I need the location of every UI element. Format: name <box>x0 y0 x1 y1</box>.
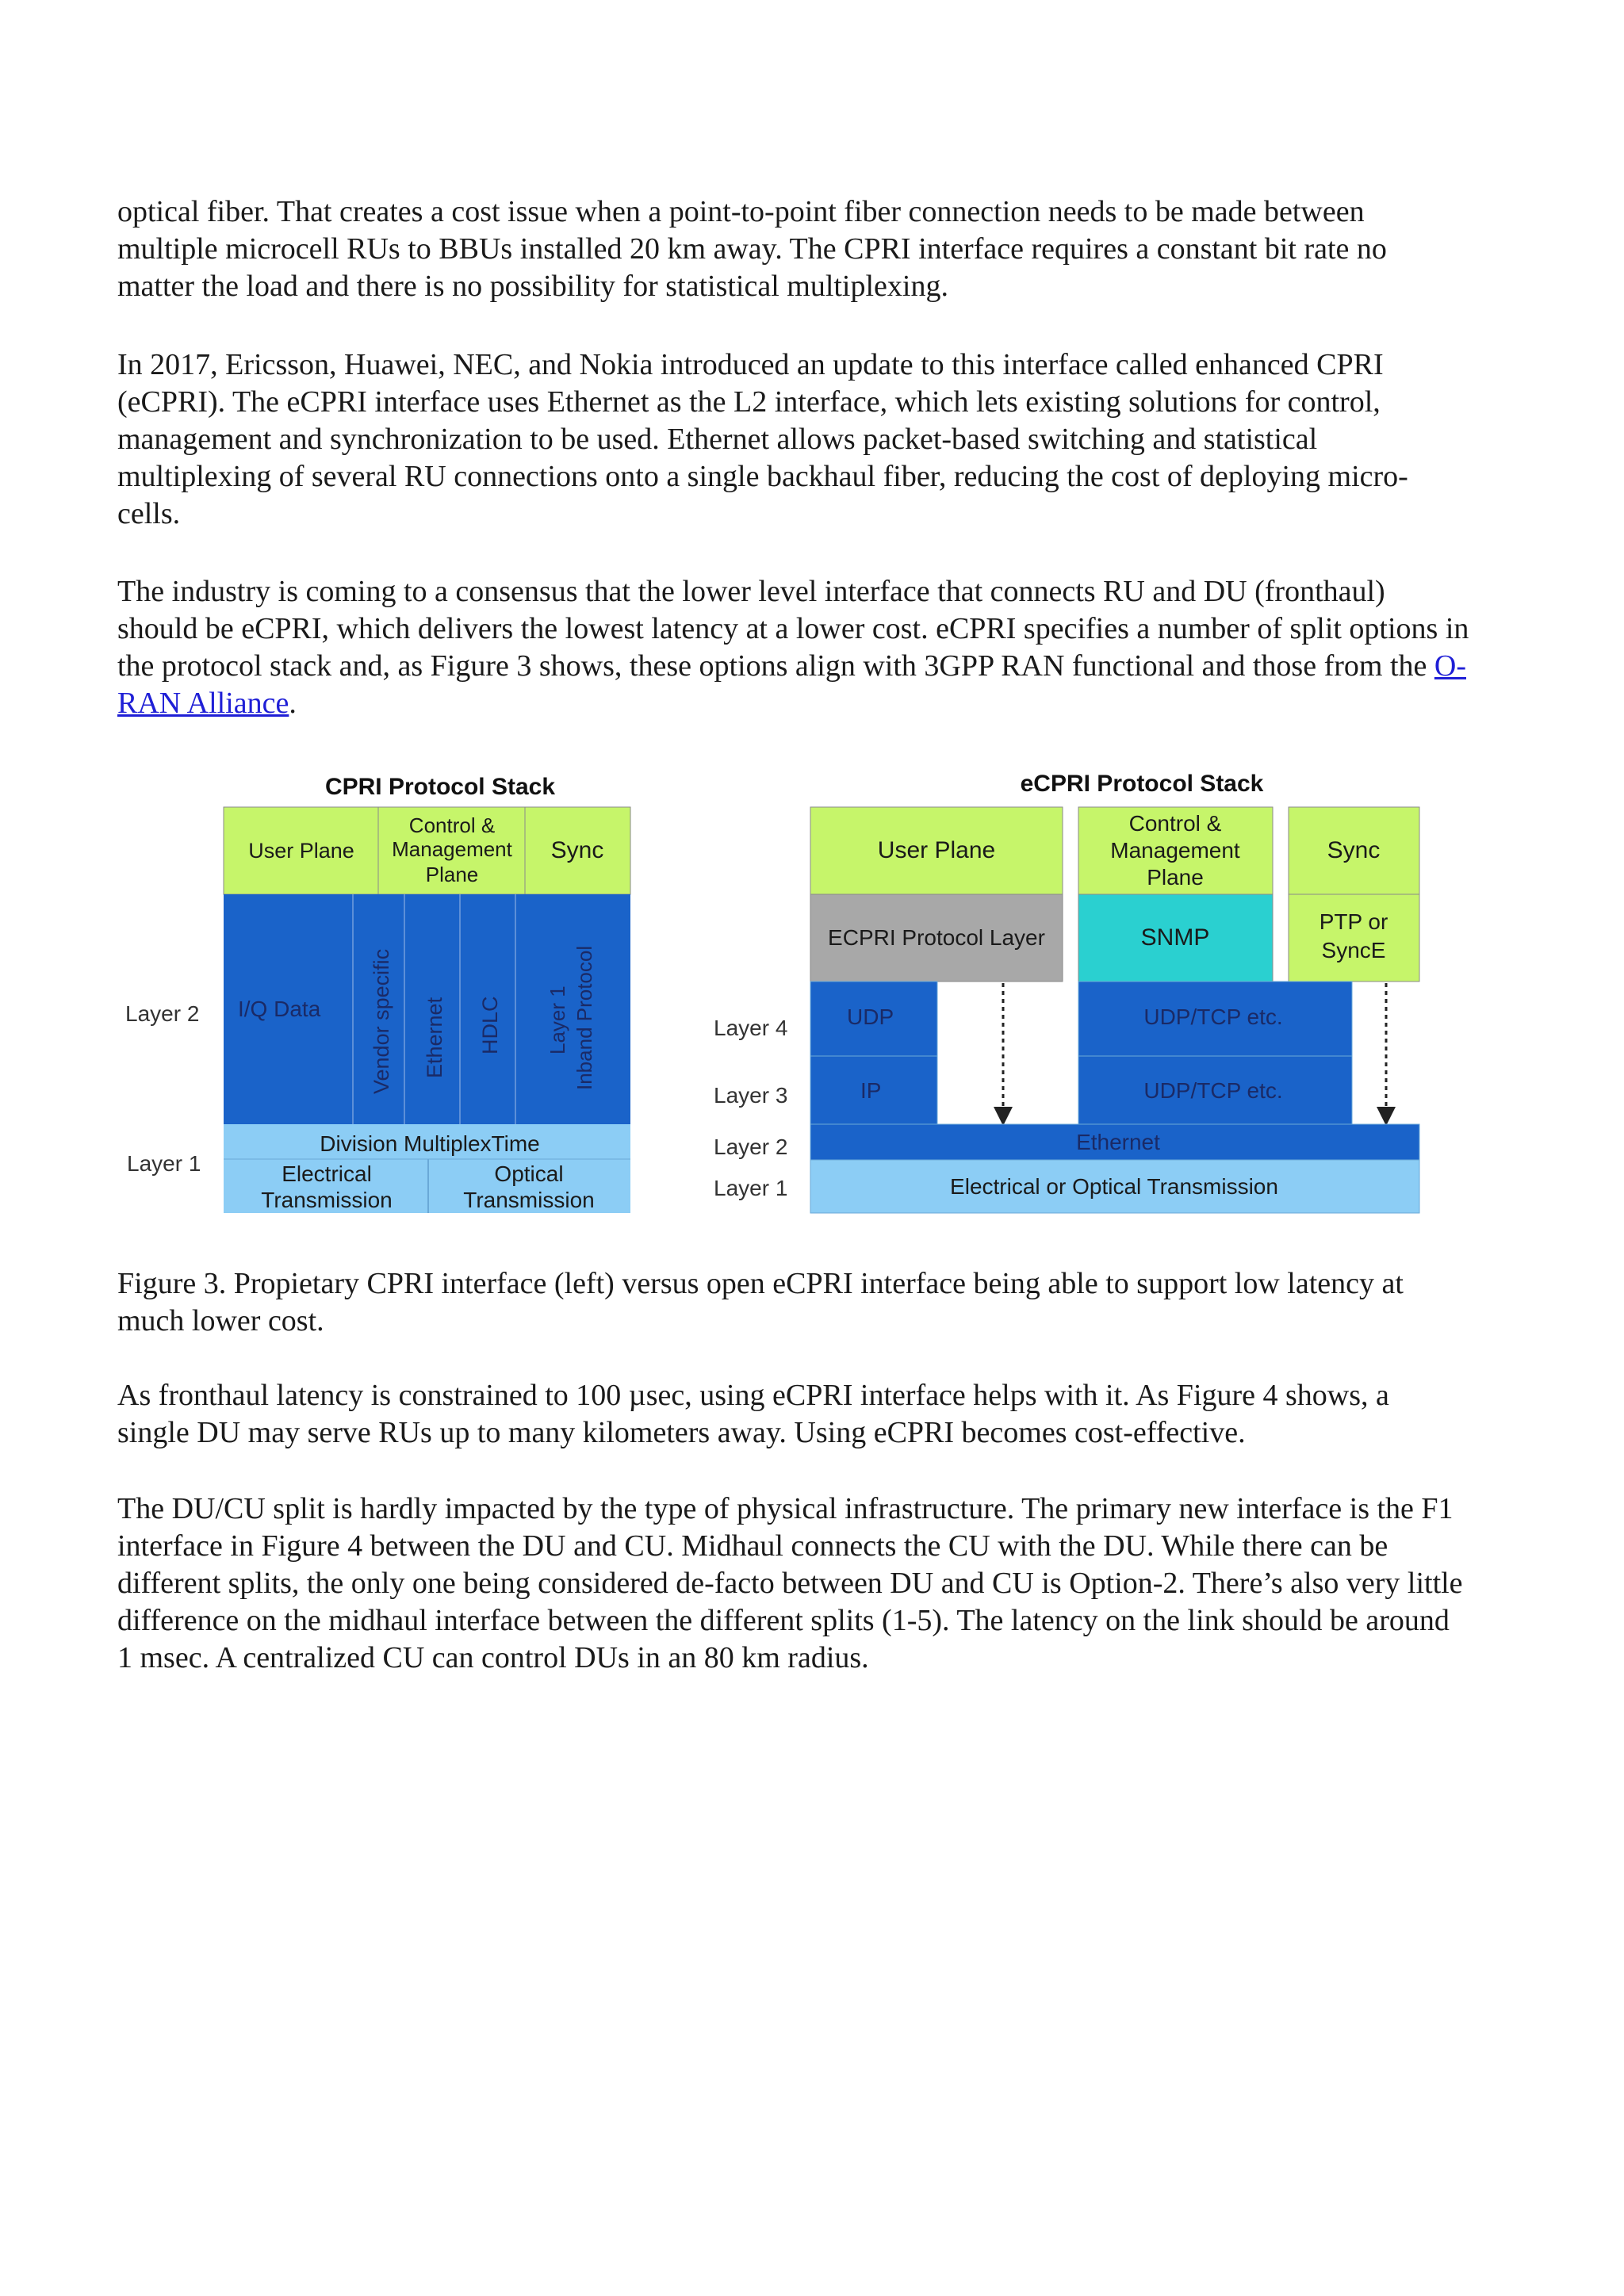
ecpri-ptp-line2: SyncE <box>1321 938 1386 962</box>
paragraph-industry-end: . <box>289 687 297 720</box>
ecpri-layer4-label: Layer 4 <box>714 1016 788 1040</box>
ecpri-ethernet-label: Ethernet <box>1076 1130 1160 1154</box>
oran-alliance-link[interactable]: O- RAN Alliance <box>117 649 1466 720</box>
cpri-control-line1: Control & <box>408 813 496 837</box>
ecpri-layer2-label: Layer 2 <box>714 1135 788 1159</box>
ecpri-arrow-sync <box>1377 983 1396 1126</box>
ecpri-control-line3: Plane <box>1147 865 1204 890</box>
cpri-division-label: Division MultiplexTime <box>320 1131 540 1156</box>
ecpri-ptp-line1: PTP or <box>1319 909 1388 934</box>
paragraph-industry-text: The industry is coming to a consensus that the lower level interface that connects RU and DU (fronthaul) should be eCPRI, which delivers the lowest latency at a lower cost. eCPRI specifies a number of split options in the protocol stack and, as Figure 3 shows, these options align with 3GPP RAN functional and those from the <box>117 575 1469 683</box>
ecpri-layer1-label: Layer 1 <box>714 1176 788 1200</box>
cpri-user-plane-label: User Plane <box>248 839 354 863</box>
cpri-layer1-inband-line1: Layer 1 <box>546 985 569 1054</box>
ecpri-transmission-label: Electrical or Optical Transmission <box>950 1174 1278 1199</box>
paragraph-du-cu-split: The DU/CU split is hardly impacted by the type of physical infrastructure. The primary new interface is the F1 interface in Figure 4 between the DU and CU. Midhaul connects the CU with the DU. While there can be different splits, the only one being considered de-facto between DU and CU is Option-2. There’s also very little difference on the midhaul interface between the different splits (1-5). The latency on the link should be around 1 msec. A centralized CU can control DUs in an 80 km radius. <box>117 1492 1463 1674</box>
ecpri-control-line2: Management <box>1110 838 1240 863</box>
ecpri-sync-label: Sync <box>1327 837 1381 863</box>
ecpri-user-plane-label: User Plane <box>877 837 996 863</box>
ecpri-control-line1: Control & <box>1128 811 1222 836</box>
paragraph-fronthaul-latency: As fronthaul latency is constrained to 100 µsec, using eCPRI interface helps with it. As Figure 4 shows, a single DU may serve RUs up to many kilometers away. Using eCPRI becomes cost-effective. <box>117 1379 1389 1449</box>
ecpri-layer3-label: Layer 3 <box>714 1083 788 1108</box>
ecpri-udp-tcp-label-2: UDP/TCP etc. <box>1143 1078 1283 1103</box>
ecpri-arrow-user-plane <box>994 983 1013 1126</box>
cpri-iq-data-label: I/Q Data <box>238 997 321 1021</box>
ecpri-title: eCPRI Protocol Stack <box>1020 771 1264 797</box>
ecpri-snmp-label: SNMP <box>1140 924 1210 951</box>
paragraph-ecpri-intro: In 2017, Ericsson, Huawei, NEC, and Nokia introduced an update to this interface called enhanced CPRI (eCPRI). The eCPRI interface uses Ethernet as the L2 interface, which lets existing solutions for control, management and synchronization to be used. Ethernet allows packet-based switching and statistical multiplexing of several RU connections onto a single backhaul fiber, reducing the cost of deploying micro- cells. <box>117 348 1408 530</box>
ecpri-udp-tcp-label-1: UDP/TCP etc. <box>1143 1004 1283 1029</box>
cpri-optical-line2: Transmission <box>463 1188 595 1212</box>
paragraph-optical-fiber: optical fiber. That creates a cost issue when a point-to-point fiber connection needs to be made between multiple microcell RUs to BBUs installed 20 km away. The CPRI interface requires a constant bit rate no matter the load and there is no possibility for statistical multiplexing. <box>117 195 1387 303</box>
figure-caption: Figure 3. Propietary CPRI interface (left) versus open eCPRI interface being able to support low latency at much lower cost. <box>117 1267 1404 1337</box>
cpri-ethernet-label: Ethernet <box>423 997 446 1078</box>
cpri-layer1-label: Layer 1 <box>127 1151 201 1176</box>
cpri-control-line2: Management <box>392 837 512 861</box>
cpri-control-line3: Plane <box>425 863 479 886</box>
cpri-layer2-label: Layer 2 <box>125 1001 200 1026</box>
cpri-title: CPRI Protocol Stack <box>324 774 556 800</box>
cpri-layer1-inband-line2: Inband Protocol <box>573 945 596 1090</box>
ecpri-ip-label: IP <box>860 1078 882 1103</box>
ecpri-protocol-layer-label: ECPRI Protocol Layer <box>828 925 1045 950</box>
cpri-hdlc-label: HDLC <box>478 996 502 1054</box>
ecpri-udp-label: UDP <box>847 1004 894 1029</box>
cpri-optical-line1: Optical <box>494 1161 564 1186</box>
cpri-electrical-line1: Electrical <box>282 1161 372 1186</box>
cpri-vendor-specific-label: Vendor specific <box>370 948 393 1094</box>
cpri-electrical-line2: Transmission <box>261 1188 393 1212</box>
cpri-sync-label: Sync <box>550 837 604 863</box>
